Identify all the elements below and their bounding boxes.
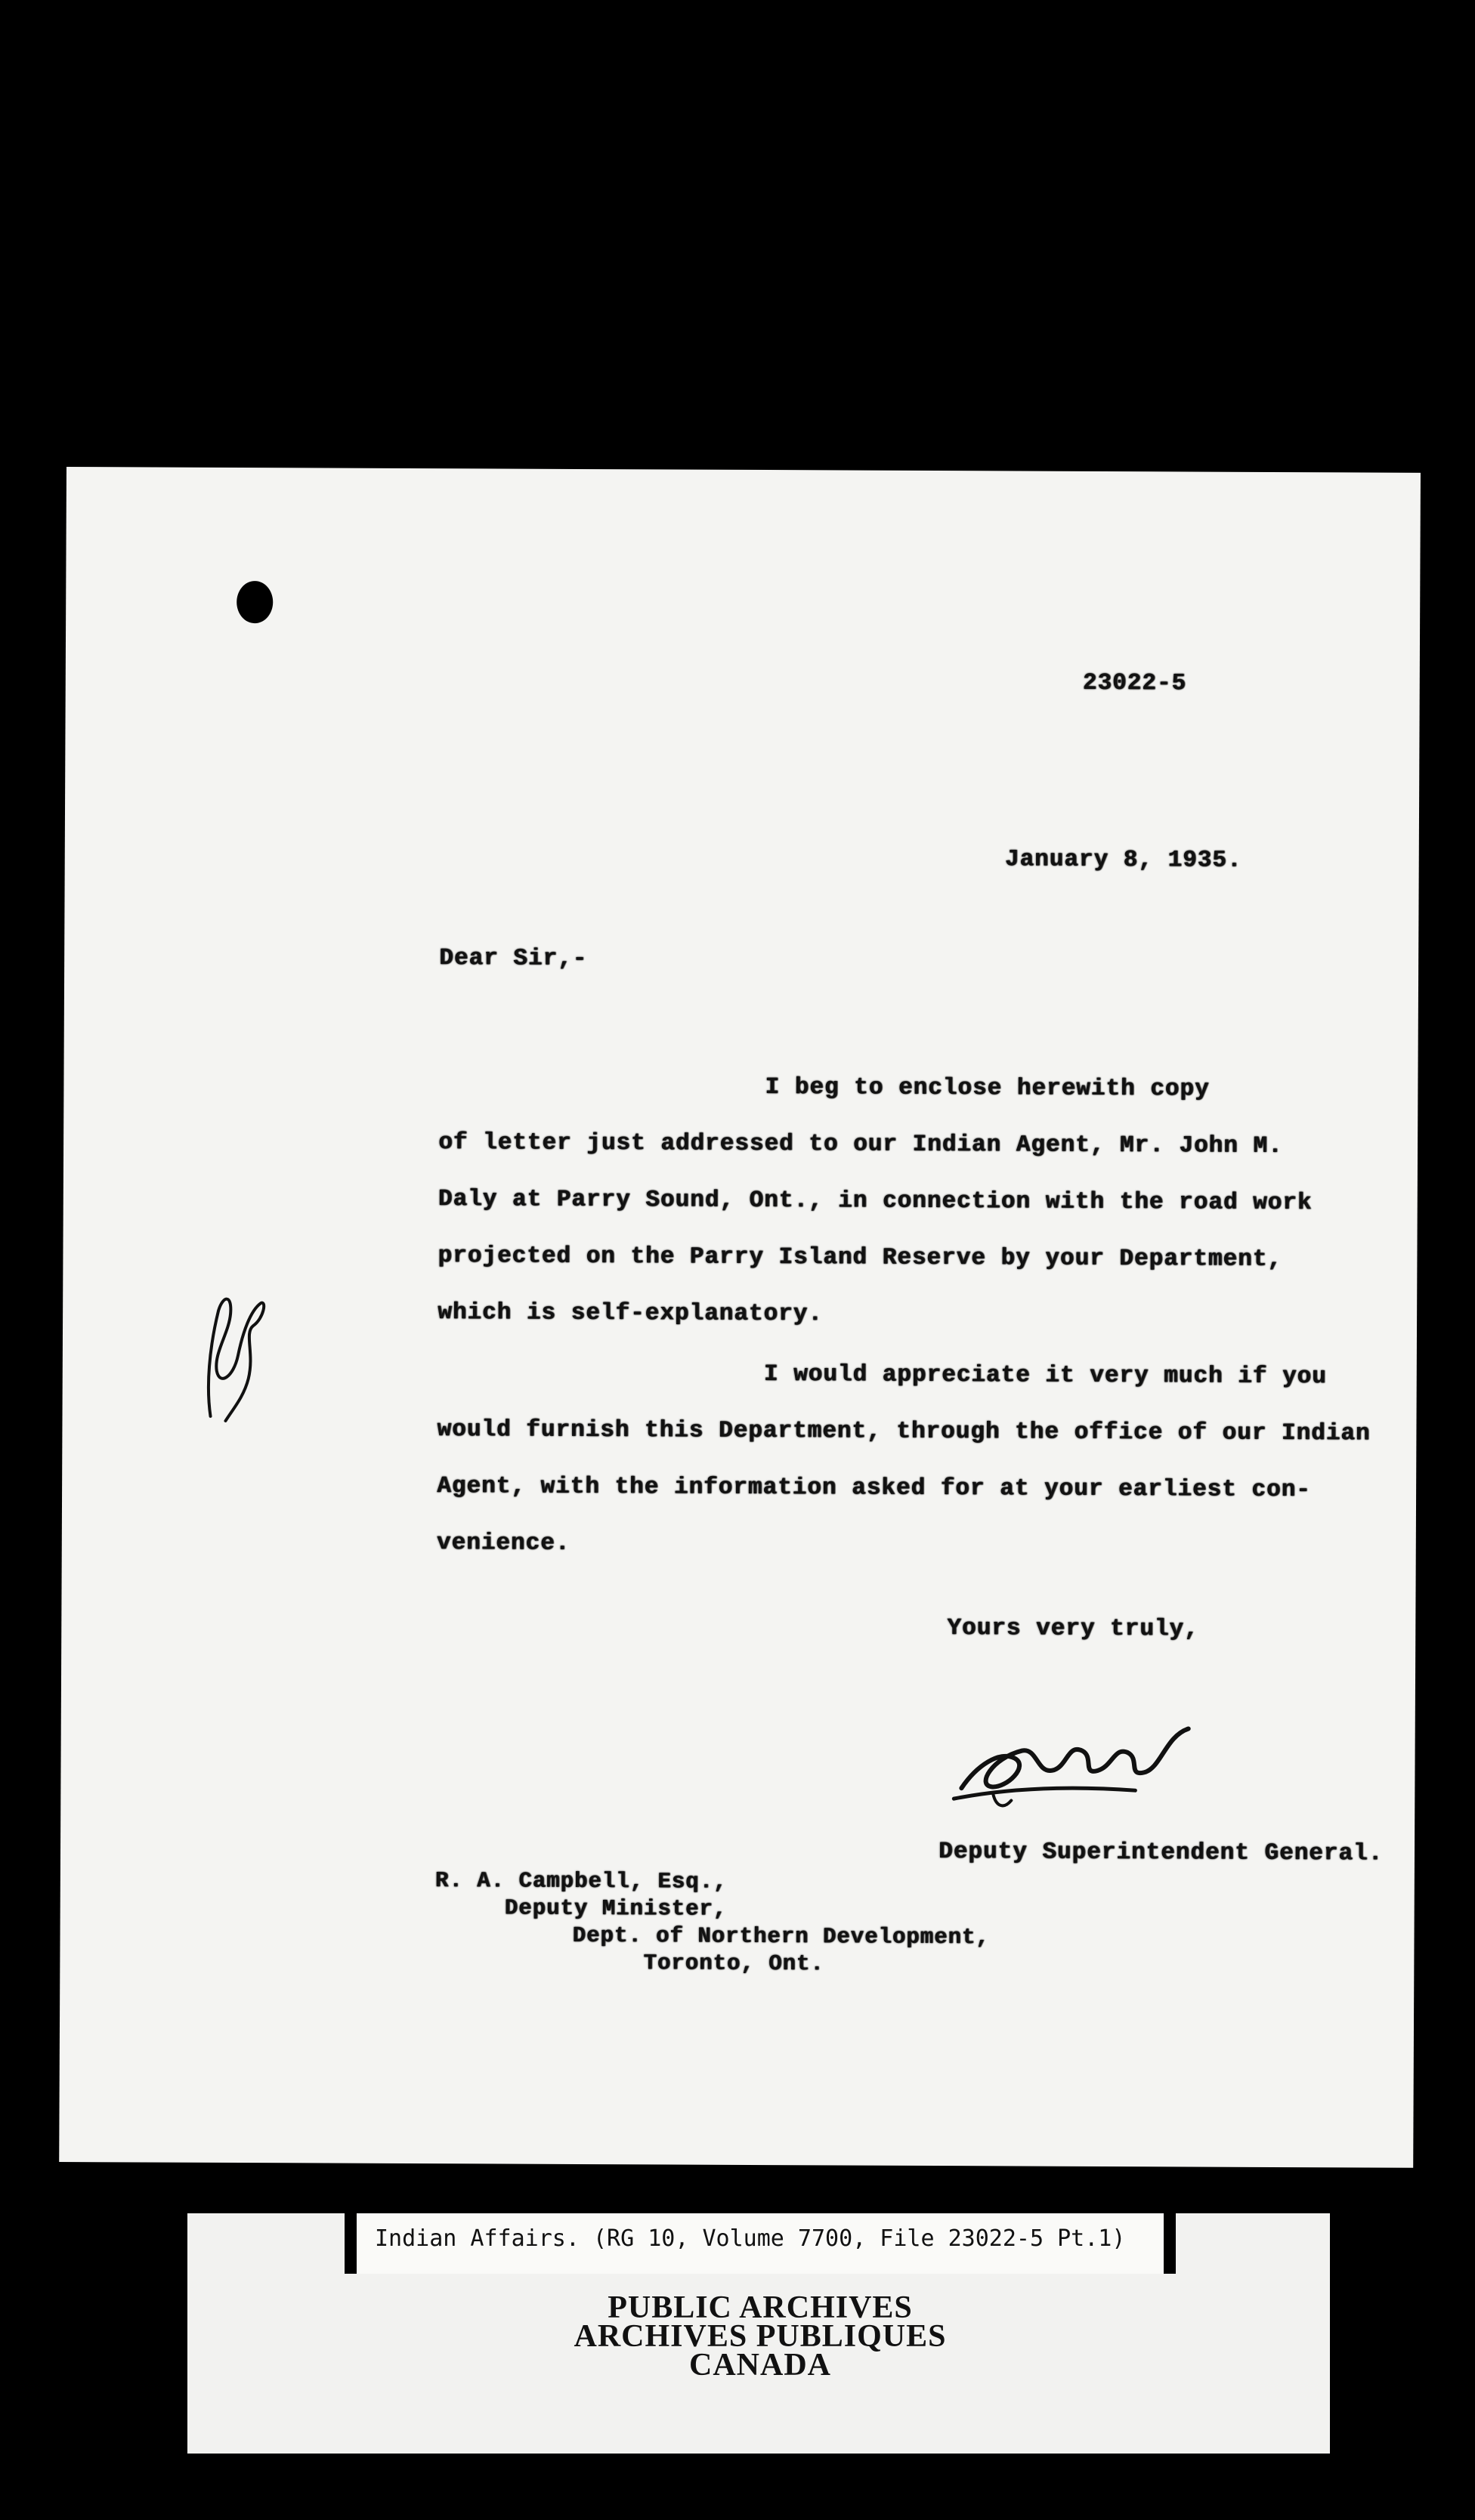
handwritten-initials-icon	[187, 1280, 271, 1431]
paragraph-line: would furnish this Department, through the office of our Indian	[437, 1416, 1371, 1447]
recipient-address	[434, 1867, 990, 1978]
address-line: R. A. Campbell, Esq.,	[434, 1868, 728, 1895]
punch-hole	[237, 581, 273, 623]
signer-title: Deputy Superintendent General.	[938, 1839, 1384, 1867]
closing: Yours very truly,	[947, 1615, 1199, 1643]
letter-date: January 8, 1935.	[1004, 846, 1242, 874]
paragraph-line: of letter just addressed to our Indian Agent, Mr. John M.	[438, 1129, 1283, 1160]
archive-reference: Indian Affairs. (RG 10, Volume 7700, File 23022-5 Pt.1)	[375, 2225, 1126, 2252]
stamp-line: PUBLIC ARCHIVES	[608, 2290, 913, 2325]
paragraph-line: which is self-explanatory.	[438, 1299, 823, 1328]
letter-page	[59, 467, 1421, 2168]
paragraph-1	[438, 1058, 1313, 1345]
paragraph-line: Daly at Parry Sound, Ont., in connection with the road work	[438, 1186, 1313, 1217]
address-line: Dept. of Northern Development,	[572, 1922, 990, 1950]
file-number: 23022-5	[1082, 669, 1187, 697]
paragraph-line: I would appreciate it very much if you	[763, 1361, 1327, 1391]
stamp-line: ARCHIVES PUBLIQUES	[574, 2319, 947, 2354]
stamp-line: CANADA	[689, 2348, 831, 2383]
paragraph-line: Agent, with the information asked for at your earliest con-	[437, 1473, 1311, 1504]
reference-strip	[345, 2213, 1176, 2274]
archive-label	[187, 2213, 1330, 2454]
paragraph-line: I beg to enclose herewith copy	[765, 1074, 1210, 1103]
paragraph-2	[437, 1345, 1371, 1575]
signature-icon	[946, 1705, 1219, 1820]
address-line: Toronto, Ont.	[643, 1950, 824, 1977]
address-line: Deputy Minister,	[504, 1895, 728, 1922]
salutation: Dear Sir,-	[439, 945, 588, 973]
paragraph-line: projected on the Parry Island Reserve by your Department,	[438, 1243, 1282, 1274]
paragraph-line: venience.	[436, 1530, 571, 1557]
archive-stamp	[345, 2274, 1176, 2454]
